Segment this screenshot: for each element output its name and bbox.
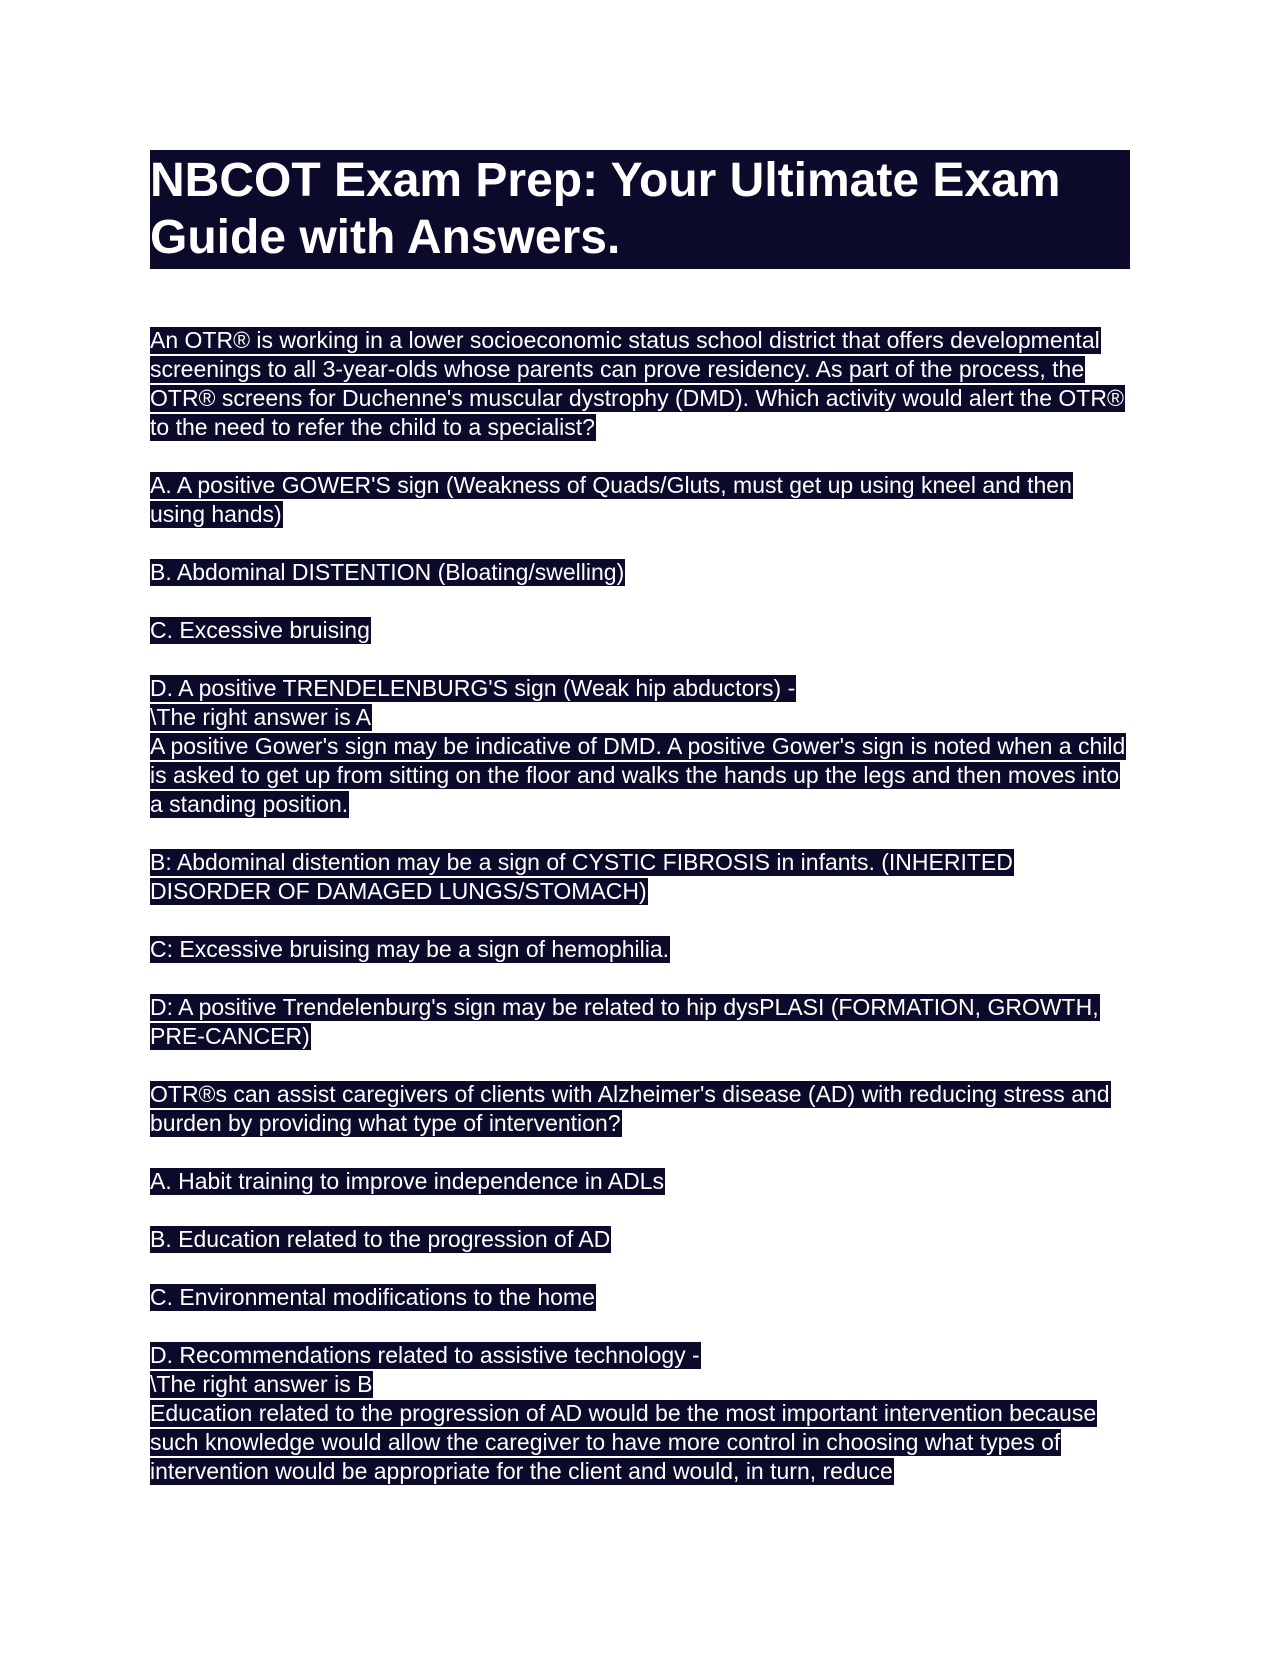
option-c-text: C. Excessive bruising — [150, 617, 370, 643]
answer-option — [150, 616, 1130, 645]
answer-explanation: Education related to the progression of AD would be the most important intervention because such knowledge would allow the caregiver to have more control in choosing what types of intervention would be appropriate for the client and would, in turn, reduce — [150, 1400, 1097, 1484]
rationale — [150, 848, 1130, 906]
option-b-text: B. Education related to the progression of AD — [150, 1226, 611, 1252]
option-b-text: B. Abdominal DISTENTION (Bloating/swelling) — [150, 559, 625, 585]
question-stem — [150, 326, 1130, 442]
document-page — [150, 150, 1130, 1486]
answer-option — [150, 1167, 1130, 1196]
answer-option — [150, 1283, 1130, 1312]
correct-answer-line: \The right answer is A — [150, 704, 372, 730]
answer-option — [150, 471, 1130, 529]
rationale-c-text: C: Excessive bruising may be a sign of hemophilia. — [150, 936, 670, 962]
rationale-d-text: D: A positive Trendelenburg's sign may be related to hip dysPLASI (FORMATION, GROWTH, PRE-CANCER) — [150, 994, 1099, 1049]
option-a-text: A. Habit training to improve independence in ADLs — [150, 1168, 664, 1194]
answer-block — [150, 674, 1130, 819]
document-title: NBCOT Exam Prep: Your Ultimate Exam Guide with Answers. — [150, 150, 1130, 269]
option-d-text: D. Recommendations related to assistive technology - — [150, 1342, 700, 1368]
rationale — [150, 993, 1130, 1051]
rationale — [150, 935, 1130, 964]
question-stem-text: An OTR® is working in a lower socioeconomic status school district that offers developmental screenings to all 3-year-olds whose parents can prove residency. As part of the process, the OTR® screens for Duchenne's muscular dystrophy (DMD). Which activity would alert the OTR® to the need to refer the child to a specialist? — [150, 327, 1124, 440]
option-a-text: A. A positive GOWER'S sign (Weakness of Quads/Gluts, must get up using kneel and then using hands) — [150, 472, 1072, 527]
correct-answer-line: \The right answer is B — [150, 1371, 373, 1397]
answer-option — [150, 1225, 1130, 1254]
question-stem-text: OTR®s can assist caregivers of clients with Alzheimer's disease (AD) with reducing stress and burden by providing what type of intervention? — [150, 1081, 1110, 1136]
answer-block — [150, 1341, 1130, 1486]
option-c-text: C. Environmental modifications to the home — [150, 1284, 595, 1310]
answer-option — [150, 558, 1130, 587]
answer-explanation: A positive Gower's sign may be indicative of DMD. A positive Gower's sign is noted when a child is asked to get up from sitting on the floor and walks the hands up the legs and then moves into a standing position. — [150, 733, 1126, 817]
rationale-b-text: B: Abdominal distention may be a sign of CYSTIC FIBROSIS in infants. (INHERITED DISORDER OF DAMAGED LUNGS/STOMACH) — [150, 849, 1013, 904]
question-stem — [150, 1080, 1130, 1138]
option-d-text: D. A positive TRENDELENBURG'S sign (Weak hip abductors) - — [150, 675, 796, 701]
document-body — [150, 326, 1130, 1486]
